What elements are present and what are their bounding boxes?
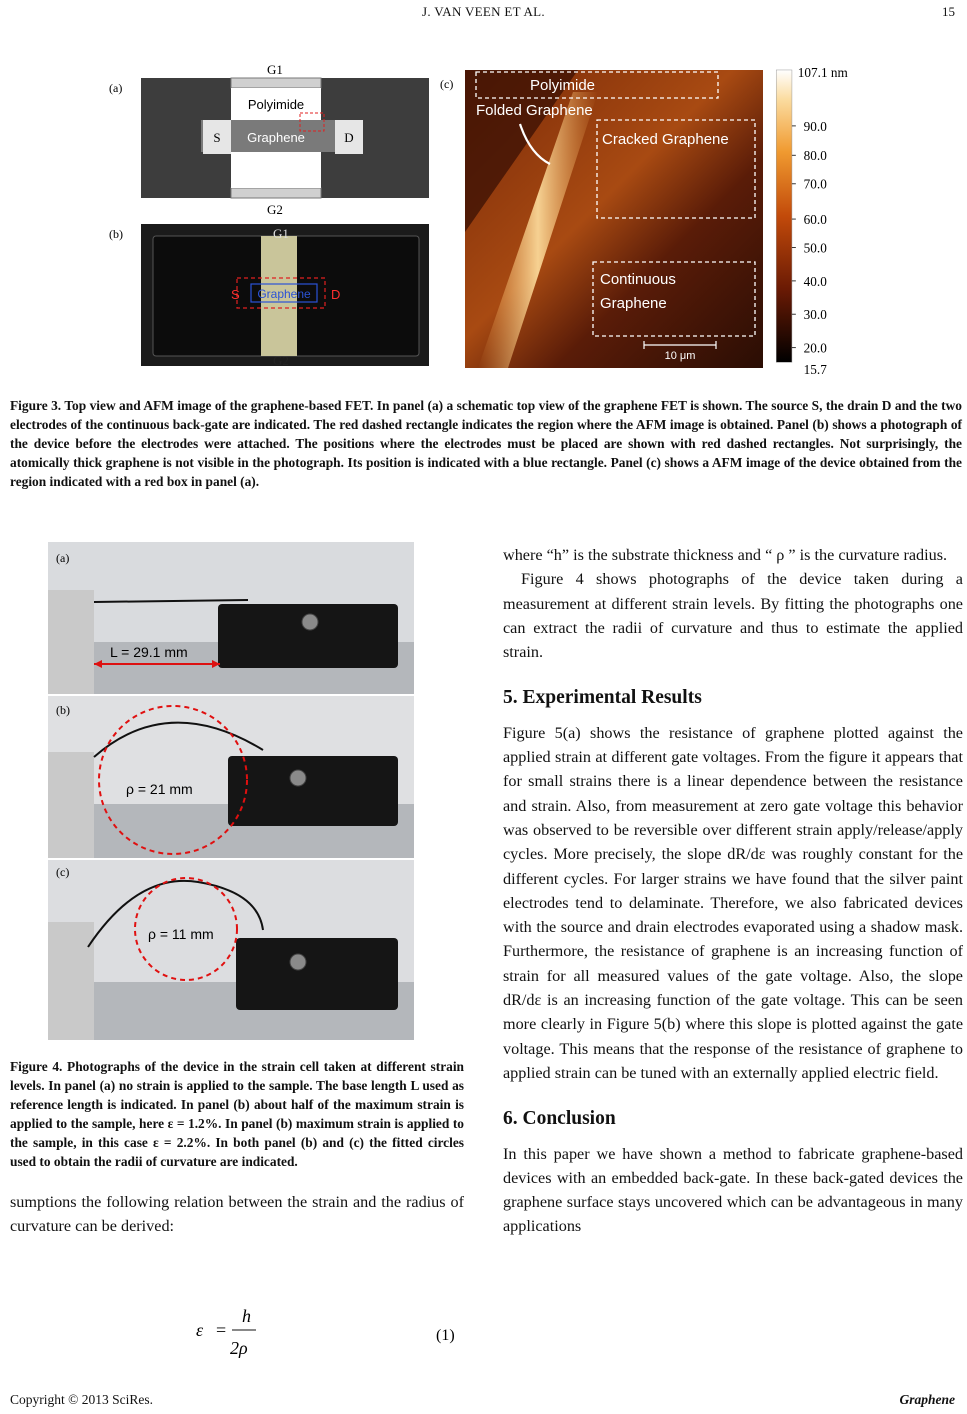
eq-sign: = [216, 1320, 227, 1340]
source-label: S [213, 130, 221, 145]
panel-b-label: (b) [109, 227, 123, 241]
para-results: Figure 5(a) shows the resistance of graphene plotted against the applied strain at different gate voltages. From the figure it appears that for small strains there is a linear dependence between the resistance and strain. Also, from measurement at zero gate voltage this behavior was observed to be reversible over different strain apply/release/apply cycles. More precisely, the slope dR/dε was roughly constant for the different cycles. For larger strains we have found that the silver paint electrodes tend to delaminate. Therefore, we also fabricated devices with the source and drain electrodes evaporated using a shadow mask. Furthermore, the resistance of graphene is an increasing function of strain for all measured values of the gate voltage. Also, the slope dR/dε is an increasing function of the gate voltage. This can be seen more clearly in Figure 5(b) where this slope is plotted against the gate voltage. This means that the response of the resistance of graphene to applied strain can be tuned with an externally applied electric field. [503, 723, 963, 1082]
afm-folded-label: Folded Graphene [476, 102, 593, 119]
afm-colorbar [775, 68, 905, 378]
footer-journal: Graphene [899, 1392, 955, 1407]
equation-1 [190, 1300, 470, 1364]
colorbar-tick-label: 30.0 [803, 307, 827, 323]
afm-polyimide-label: Polyimide [530, 77, 596, 94]
fig4c-radius-label: ρ = 11 mm [148, 926, 214, 942]
afm-continuous-label-1: Continuous [600, 271, 676, 288]
gate-g1 [231, 78, 321, 88]
fig4a-length-label: L = 29.1 mm [110, 644, 188, 660]
para-figure4: Figure 4 shows photographs of the device taken during a measurement at different strain levels. By fitting the photographs one can extract the radii of curvature and thus to estimate the applied strain. [503, 570, 963, 662]
fig4a-strain-stage [218, 604, 398, 668]
figure3-panel-c [438, 62, 768, 372]
eq-number: (1) [436, 1327, 455, 1344]
panel-a-label: (a) [109, 81, 123, 95]
section-5-heading: 5. Experimental Results [503, 687, 702, 709]
colorbar-tick-label: 50.0 [803, 240, 827, 256]
colorbar-tick-label: 40.0 [803, 273, 827, 289]
eq-lhs: ε [196, 1320, 204, 1340]
afm-cracked-label: Cracked Graphene [602, 131, 729, 148]
fig4-panel-c-label: (c) [56, 865, 70, 879]
figure3-panel-b [105, 222, 435, 372]
afm-continuous-label-2: Graphene [600, 295, 667, 312]
fig4-panel-a-label: (a) [56, 551, 70, 565]
fig4a-clamp-left [48, 590, 94, 694]
source-label-b: S [231, 287, 240, 302]
footer-copyright: Copyright © 2013 SciRes. [10, 1392, 154, 1407]
right-column [503, 543, 963, 1239]
eq-denominator: 2ρ [230, 1338, 248, 1358]
graphene-label-b: Graphene [257, 287, 311, 301]
figure3-caption: Figure 3. Top view and AFM image of the graphene-based FET. In panel (a) a schematic top view of the graphene FET is shown. The source S, the drain D and the two electrodes of the continuous back-gate are indicated. The red dashed rectangle indicates the region where the AFM image is obtained. Panel (b) shows a photograph of the device before the electrodes were attached. The positions where the electrodes must be placed are shown with red dashed rectangles. Not surprisingly, the atomically thick graphene is not visible in the photograph. Its position is indicated with a blue rectangle. Panel (c) shows a AFM image of the device obtained from the region indicated with a red box in panel (a). [10, 398, 962, 489]
scale-bar-label: 10 μm [664, 350, 696, 362]
drain-label-b: D [331, 287, 341, 302]
colorbar-tick-label: 90.0 [803, 118, 827, 134]
panel-c-label: (c) [440, 77, 454, 91]
fig4b-radius-label: ρ = 21 mm [126, 781, 193, 797]
colorbar-max: 107.1 nm [797, 68, 848, 80]
figure3-panel-a [105, 58, 435, 218]
colorbar-gradient [776, 70, 792, 362]
left-body-text: sumptions the following relation between the strain and the radius of curvature can be derived: [10, 1193, 464, 1236]
figure4-caption: Figure 4. Photographs of the device in the strain cell taken at different strain levels. In panel (a) no strain is applied to the sample. The base length L used as reference length is indicated. In panel (b) about half of the maximum strain is applied to the sample, here ε = 1.2%. In panel (b) maximum strain is applied to the sample, in this case ε = 2.2%. In both panel (b) and (c) the fitted circles used to obtain the radii of curvature are indicated. [10, 1059, 464, 1169]
para-conclusion: In this paper we have shown a method to fabricate graphene-based devices with an embedded back-gate. In these back-gated devices the graphene surface stays uncovered which can be advantageous in many applications [503, 1144, 963, 1236]
eq-numerator: h [242, 1306, 251, 1326]
running-head: J. VAN VEEN ET AL. [422, 4, 545, 19]
polyimide-label: Polyimide [247, 97, 305, 112]
drain-label: D [344, 130, 354, 145]
g1-label-b: G1 [273, 226, 289, 241]
colorbar-tick-label: 20.0 [803, 340, 827, 356]
page-number: 15 [942, 4, 955, 19]
graphene-label: Graphene [247, 130, 305, 145]
g2-label: G2 [267, 202, 283, 217]
g1-label: G1 [267, 62, 283, 77]
fig4-panel-b-label: (b) [56, 703, 70, 717]
para-where: where “h” is the substrate thickness and “ ρ ” is the curvature radius. [503, 546, 948, 564]
colorbar-min: 15.7 [803, 362, 827, 378]
section-6-heading: 6. Conclusion [503, 1108, 616, 1130]
colorbar-tick-label: 70.0 [803, 176, 827, 192]
colorbar-tick-label: 80.0 [803, 148, 827, 164]
figure4-photos [48, 542, 414, 1040]
gate-g2 [231, 188, 321, 198]
colorbar-tick-label: 60.0 [803, 211, 827, 227]
g2-label-b: G2 [273, 353, 289, 368]
